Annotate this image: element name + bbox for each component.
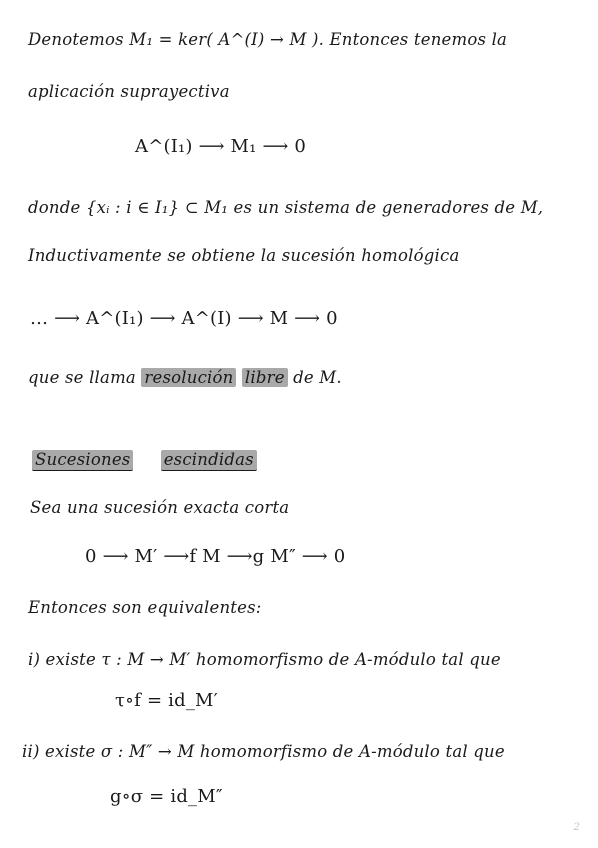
display-eq-5: g∘σ = id_M″ [110, 786, 223, 807]
heading-sucesiones: Sucesiones [32, 450, 133, 471]
display-eq-4: τ∘f = id_M′ [115, 690, 218, 711]
display-eq-2: … ⟶ A^(I₁) ⟶ A^(I) ⟶ M ⟶ 0 [30, 308, 338, 329]
page-number: 2 [573, 822, 580, 833]
display-eq-3: 0 ⟶ M′ ⟶f M ⟶g M″ ⟶ 0 [85, 546, 346, 567]
text-line-6: Sea una sucesión exacta corta [30, 498, 290, 517]
text-line-4: Inductivamente se obtiene la sucesión homológica [28, 246, 460, 265]
highlight-libre: libre [242, 368, 288, 387]
text-que-se-llama: que se llama [28, 368, 136, 387]
text-de-m: de M. [293, 368, 342, 387]
text-line-5 [28, 368, 342, 387]
highlight-resolucion: resolución [141, 368, 236, 387]
heading-escindidas: escindidas [161, 450, 257, 471]
text-line-7: Entonces son equivalentes: [28, 598, 262, 617]
text-line-3: donde {xᵢ : i ∈ I₁} ⊂ M₁ es un sistema de generadores de M, [28, 198, 544, 217]
text-line-9: ii) existe σ : M″ → M homomorfismo de A-módulo tal que [22, 742, 505, 761]
section-heading [32, 450, 257, 469]
display-eq-1: A^(I₁) ⟶ M₁ ⟶ 0 [135, 136, 307, 157]
text-line-1: Denotemos M₁ = ker( A^(I) → M ). Entonces tenemos la [28, 30, 508, 49]
text-line-8: i) existe τ : M → M′ homomorfismo de A-módulo tal que [28, 650, 501, 669]
text-line-2: aplicación suprayectiva [28, 82, 230, 101]
